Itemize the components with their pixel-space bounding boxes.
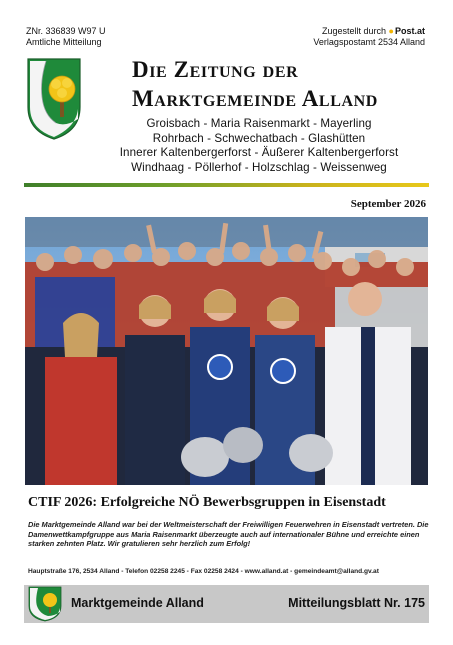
publication-info	[26, 26, 106, 48]
contact-line: Hauptstraße 176, 2534 Alland - Telefon 02258 2245 - Fax 02258 2424 - www.alland.at - gemeindeamt@alland.gv.at	[28, 568, 379, 575]
color-divider	[24, 183, 429, 187]
places-line: Rohrbach - Schwechatbach - Glashütten	[152, 131, 366, 145]
alland-crest-icon	[26, 586, 64, 622]
postal-office: Verlagspostamt 2534 Alland	[313, 37, 425, 47]
postal-info	[313, 26, 425, 48]
footer-bar	[24, 585, 429, 623]
title-line-1: Die Zeitung der	[132, 57, 299, 82]
article-headline: CTIF 2026: Erfolgreiche NÖ Bewerbsgruppen in Eisenstadt	[28, 495, 386, 510]
post-logo	[389, 26, 425, 37]
post-horn-icon: ●	[388, 26, 394, 36]
places-list	[88, 117, 430, 175]
alland-crest-icon	[26, 57, 82, 141]
newspaper-title	[132, 55, 378, 113]
places-line: Innerer Kaltenbergerforst - Äußerer Kaltenbergerforst	[119, 146, 399, 160]
official-notice: Amtliche Mitteilung	[26, 37, 102, 47]
delivered-by-text: Zugestellt durch	[321, 26, 387, 36]
footer-municipality: Marktgemeinde Alland	[71, 596, 204, 610]
article-lead: Die Marktgemeinde Alland war bei der Weltmeisterschaft der Freiwilligen Feuerwehren in Eisenstadt vertreten. Die Damenwettkampfgruppe aus Maria Raisenmarkt überzeugte auch auf internationaler Bühne und erreichte einen starken zehnten Platz. Wir gratulieren sehr herzlich zum Erfolg!	[28, 520, 429, 549]
title-line-2: Marktgemeinde Alland	[132, 86, 378, 111]
delivered-by-line	[313, 26, 425, 37]
zustell-number: ZNr. 336839 W97 U	[26, 26, 106, 36]
post-brand: Post.at	[394, 26, 425, 36]
places-line: Groisbach - Maria Raisenmarkt - Mayerling	[146, 117, 372, 130]
places-line: Windhaag - Pöllerhof - Holzschlag - Weissenweg	[131, 160, 387, 174]
footer-bulletin-number: Mitteilungsblatt Nr. 175	[288, 596, 425, 610]
issue-date: September 2026	[350, 198, 426, 210]
cover-photo	[25, 217, 428, 485]
